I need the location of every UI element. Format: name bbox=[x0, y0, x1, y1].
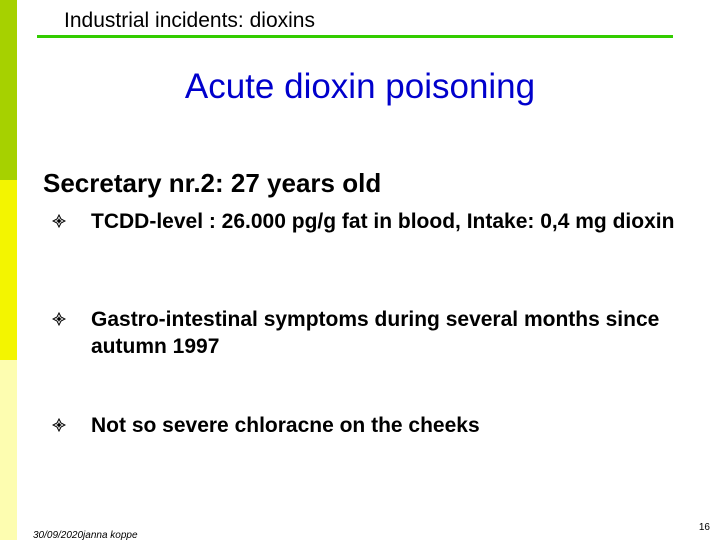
diamond-bullet-icon bbox=[52, 312, 66, 326]
page-number: 16 bbox=[698, 522, 710, 533]
slide-title-text: Acute dioxin poisoning bbox=[184, 67, 536, 106]
diamond-bullet-icon bbox=[52, 418, 66, 432]
slide-header: Industrial incidents: dioxins bbox=[64, 9, 315, 32]
side-bar-segment-pale-yellow bbox=[0, 360, 17, 540]
bullet-text: Gastro-intestinal symptoms during several months since autumn 1997 bbox=[91, 308, 660, 358]
footer-date-author: 30/09/2020janna koppe bbox=[33, 530, 138, 541]
bullet-text: Not so severe chloracne on the cheeks bbox=[91, 414, 480, 437]
diamond-bullet-icon bbox=[52, 214, 66, 228]
header-rule bbox=[37, 35, 673, 38]
slide-subtitle: Secretary nr.2: 27 years old bbox=[43, 168, 382, 198]
slide-title bbox=[0, 64, 720, 110]
bullet-text: TCDD-level : 26.000 pg/g fat in blood, Intake: 0,4 mg dioxin bbox=[91, 210, 675, 233]
side-bar-segment-yellow bbox=[0, 180, 17, 360]
